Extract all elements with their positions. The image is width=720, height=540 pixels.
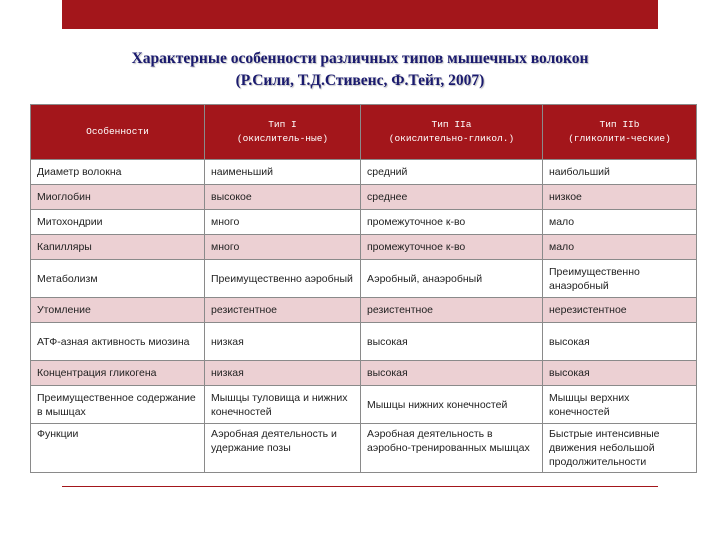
table-row [31, 160, 697, 185]
table-cell: высокая [543, 361, 697, 386]
table-cell: Преимущественно анаэробный [543, 260, 697, 298]
header-cell [543, 105, 697, 160]
table-cell: Капилляры [31, 235, 205, 260]
table-cell: резистентное [205, 298, 361, 323]
table-cell: Аэробная деятельность и удержание позы [205, 424, 361, 473]
table-cell: мало [543, 210, 697, 235]
header-name: Тип IIa [431, 119, 472, 130]
table-cell: средний [361, 160, 543, 185]
table-cell: Мышцы верхних конечностей [543, 386, 697, 424]
table-cell: низкая [205, 361, 361, 386]
fiber-types-table [30, 104, 697, 473]
table-cell: высокая [543, 323, 697, 361]
table-cell: Преимущественное содержание в мышцах [31, 386, 205, 424]
table-cell: наибольший [543, 160, 697, 185]
table-row [31, 386, 697, 424]
header-sub: (гликолити-ческие) [568, 133, 671, 144]
table-row [31, 323, 697, 361]
table-cell: наименьший [205, 160, 361, 185]
table-cell: Диаметр волокна [31, 160, 205, 185]
table-cell: АТФ-азная активность миозина [31, 323, 205, 361]
title-line-1: Характерные особенности различных типов мышечных волокон [131, 50, 589, 67]
header-sub: (окислительно-гликол.) [388, 133, 515, 144]
table-cell: высокая [361, 361, 543, 386]
table-cell: высокое [205, 185, 361, 210]
header-cell [361, 105, 543, 160]
table-cell: высокая [361, 323, 543, 361]
table-cell: много [205, 235, 361, 260]
header-cell [205, 105, 361, 160]
table-cell: Быстрые интенсивные движения небольшой продолжительности [543, 424, 697, 473]
bottom-divider [62, 486, 658, 487]
table-cell: Миоглобин [31, 185, 205, 210]
table-cell: Мышцы нижних конечностей [361, 386, 543, 424]
table-cell: нерезистентное [543, 298, 697, 323]
table-cell: много [205, 210, 361, 235]
top-decor-bar [62, 0, 658, 29]
table-row [31, 210, 697, 235]
table-cell: Аэробная деятельность в аэробно-тренированных мышцах [361, 424, 543, 473]
slide-title [0, 48, 720, 92]
header-name: Особенности [86, 126, 149, 137]
table-cell: мало [543, 235, 697, 260]
table-row [31, 260, 697, 298]
header-name: Тип I [268, 119, 297, 130]
header-cell [31, 105, 205, 160]
table-cell: Аэробный, анаэробный [361, 260, 543, 298]
table-cell: Утомление [31, 298, 205, 323]
table-cell: Преимущественно аэробный [205, 260, 361, 298]
table-cell: низкое [543, 185, 697, 210]
table-cell: промежуточное к-во [361, 235, 543, 260]
table-cell: Мышцы туловища и нижних конечностей [205, 386, 361, 424]
table-cell: Концентрация гликогена [31, 361, 205, 386]
title-line-2: (Р.Сили, Т.Д.Стивенс, Ф.Тейт, 2007) [235, 72, 485, 89]
table-row [31, 298, 697, 323]
table-row [31, 424, 697, 473]
table-cell: резистентное [361, 298, 543, 323]
table-row [31, 185, 697, 210]
table-row [31, 235, 697, 260]
table-cell: Метаболизм [31, 260, 205, 298]
table-cell: среднее [361, 185, 543, 210]
header-row [31, 105, 697, 160]
header-sub: (окислитель-ные) [236, 133, 329, 144]
table-cell: Митохондрии [31, 210, 205, 235]
table-cell: низкая [205, 323, 361, 361]
table-cell: промежуточное к-во [361, 210, 543, 235]
header-name: Тип IIb [599, 119, 640, 130]
table-cell: Функции [31, 424, 205, 473]
table-row [31, 361, 697, 386]
